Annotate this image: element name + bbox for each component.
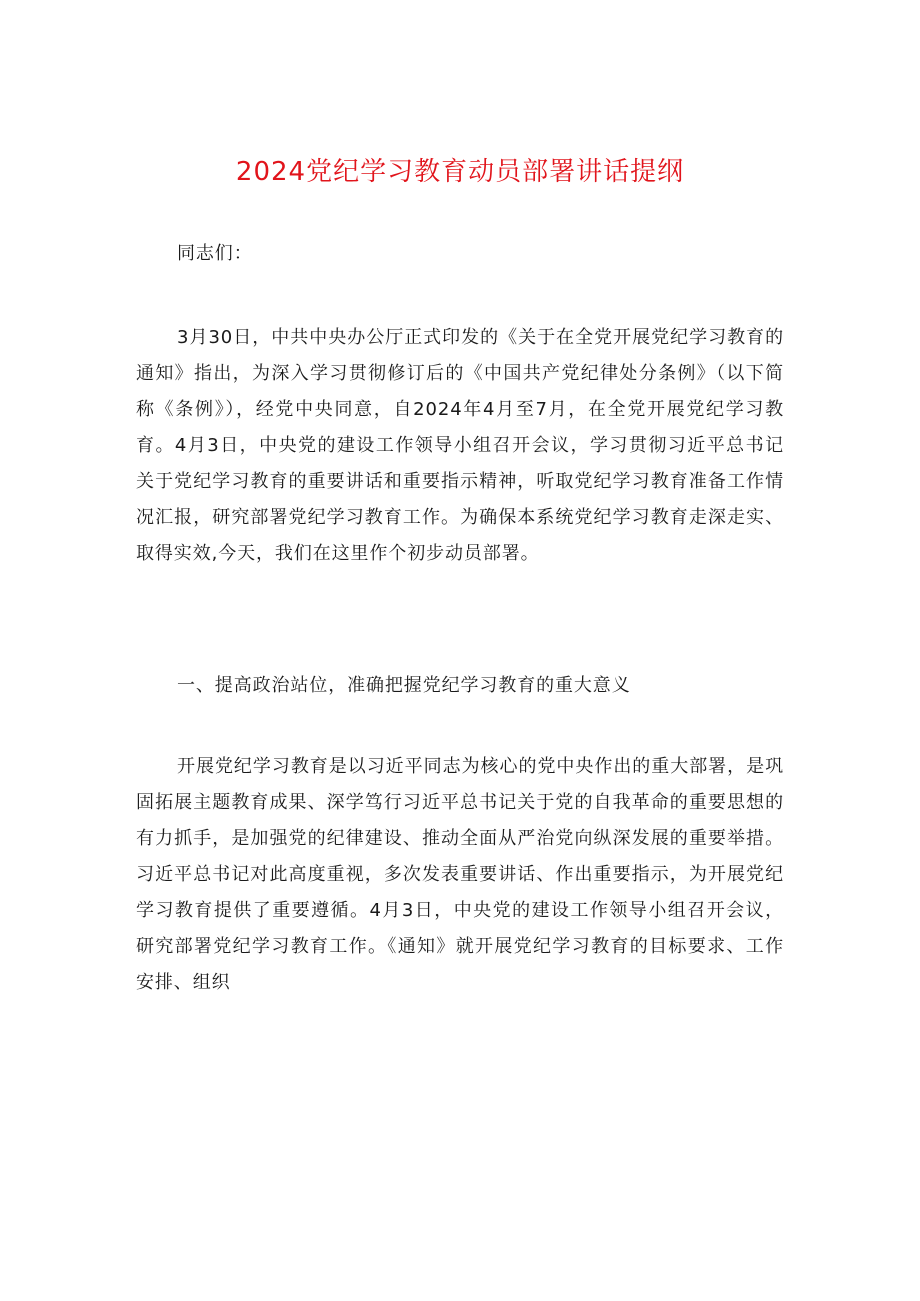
paragraph-section-1: 开展党纪学习教育是以习近平同志为核心的党中央作出的重大部署，是巩固拓展主题教育成果、深学笃行习近平总书记关于党的自我革命的重要思想的有力抓手，是加强党的纪律建设、推动全面从严治党向纵深发展的重要举措。习近平总书记对此高度重视，多次发表重要讲话、作出重要指示，为开展党纪学习教育提供了重要遵循。4月3日，中央党的建设工作领导小组召开会议，研究部署党纪学习教育工作。《通知》就开展党纪学习教育的目标要求、工作安排、组织 — [136, 756, 784, 993]
document-title: 2024党纪学习教育动员部署讲话提纲 — [235, 157, 685, 187]
salutation: 同志们： — [177, 243, 253, 264]
paragraph-intro: 3月30日，中共中央办公厅正式印发的《关于在全党开展党纪学习教育的通知》指出，为深入学习贯彻修订后的《中国共产党纪律处分条例》（以下简称《条例》），经党中央同意，自2024年4月至7月，在全党开展党纪学习教育。4月3日，中央党的建设工作领导小组召开会议，学习贯彻习近平总书记关于党纪学习教育的重要讲话和重要指示精神，听取党纪学习教育准备工作情况汇报，研究部署党纪学习教育工作。为确保本系统党纪学习教育走深走实、取得实效,今天，我们在这里作个初步动员部署。 — [136, 327, 784, 564]
section-heading-1: 一、提高政治站位，准确把握党纪学习教育的重大意义 — [177, 675, 631, 696]
